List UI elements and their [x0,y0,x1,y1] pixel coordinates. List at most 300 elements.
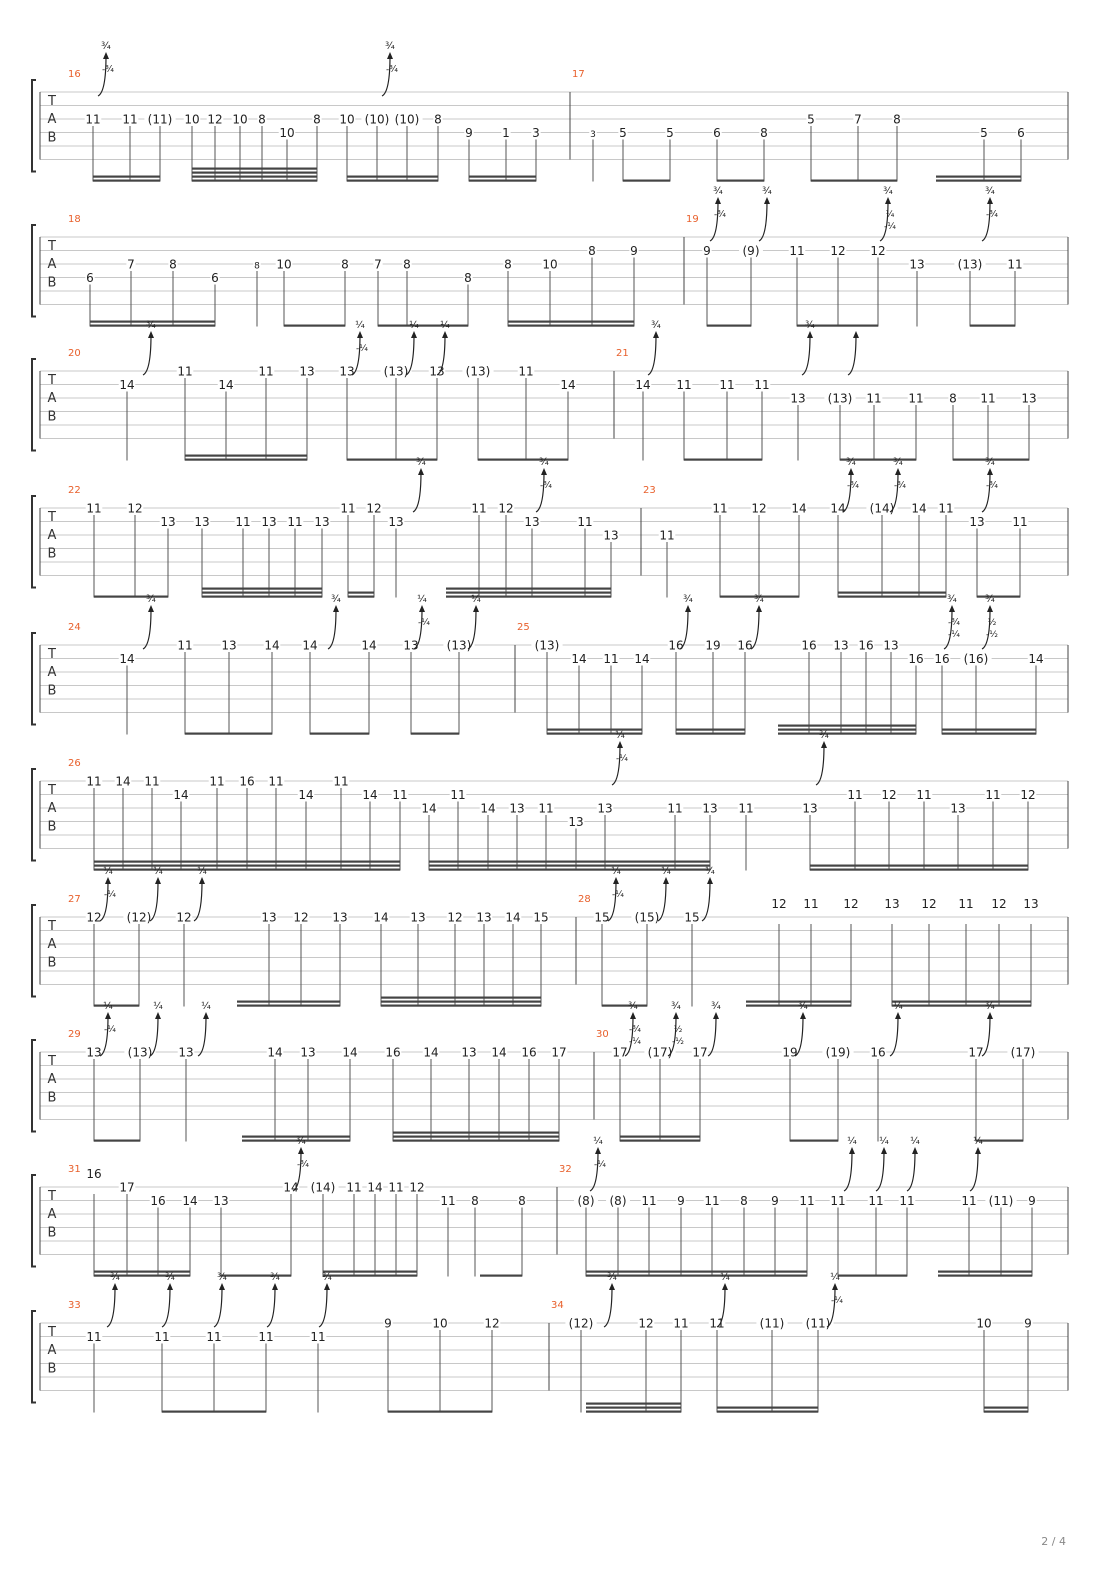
beam [478,459,568,461]
bend-label: ¾ [651,320,661,331]
fret-number: 12 [484,1316,500,1331]
measure-number: 26 [68,758,81,769]
fret-number: 16 [934,652,950,666]
beam [192,180,317,182]
bend-arrow [982,609,990,649]
bend-arrowhead [473,605,479,612]
fret-number: (12) [126,910,152,925]
fret-number: 13 [410,910,426,925]
bend-arrowhead [881,1147,887,1154]
bend-arrowhead [298,1147,304,1154]
fret-number: 11 [340,501,356,516]
clef-letter: A [47,801,57,817]
fret-number: 1 [502,126,510,140]
beam [192,172,317,174]
bend-arrowhead [895,468,901,475]
bend-arrowhead [673,1012,679,1019]
release-label: -¾ [102,65,114,75]
bend-arrow [844,1151,852,1191]
fret-number: 13 [1023,897,1039,911]
fret-number: 13 [597,801,613,816]
fret-number: 8 [740,1194,748,1208]
fret-number: 13 [969,515,985,529]
bend-label: ¾ [628,1001,638,1012]
fret-number: 13 [194,515,210,529]
fret-number: 12 [127,501,143,516]
bend-label: ¾ [754,594,764,605]
measure-number: 31 [68,1164,81,1175]
fret-number: 16 [858,638,874,653]
fret-number: (12) [568,1316,594,1331]
fret-number: 3 [590,130,596,140]
fret-number: (11) [988,1194,1014,1208]
bend-label: ¾ [846,457,856,468]
bend-label: ¼ [615,730,625,741]
fret-number: 11 [209,774,225,789]
fret-number: 11 [980,391,996,406]
fret-number: 13 [702,801,718,816]
fret-number: 13 [802,801,818,816]
fret-number: 13 [388,515,404,529]
measure-number: 19 [686,214,699,225]
beam [94,1005,139,1007]
bend-label: ¾ [110,1272,120,1283]
beam [790,1140,838,1142]
clef-letter: A [47,1207,57,1223]
fret-number: 9 [703,244,711,258]
fret-number: 13 [884,897,900,911]
beam [984,1407,1028,1409]
beam [192,168,317,170]
bend-arrowhead [987,605,993,612]
fret-number: 14 [173,788,189,802]
fret-number: 8 [588,244,596,258]
fret-number: 5 [807,112,815,127]
bend-label: ¼ [440,320,450,331]
fret-number: 5 [980,126,988,140]
fret-number: 6 [86,271,94,285]
fret-number: 13 [476,910,492,925]
fret-number: 11 [803,897,819,911]
fret-number: 12 [830,244,846,258]
beam [221,1275,291,1277]
fret-number: 11 [258,1330,274,1344]
bend-label: ¾ [416,457,426,468]
bend-arrow [536,472,544,512]
bend-arrowhead [653,331,659,338]
fret-number: 17 [612,1045,628,1060]
beam [938,1275,1032,1277]
fret-number: (13) [465,364,491,379]
measure-number: 17 [572,69,585,80]
bend-arrowhead [155,1012,161,1019]
beam [94,1275,190,1277]
beam [192,176,317,178]
fret-number: 11 [388,1180,404,1195]
fret-number: 13 [790,391,806,406]
fret-number: 11 [847,788,863,802]
beam [348,592,374,594]
bend-arrowhead [663,877,669,884]
fret-number: (16) [963,652,989,666]
fret-number: 13 [461,1045,477,1060]
fret-number: 12 [409,1180,425,1195]
bend-arrow [107,1287,115,1327]
bend-arrowhead [885,197,891,204]
fret-number: 8 [254,261,260,272]
fret-number: 9 [1028,1194,1036,1208]
release-label: -¼ [104,890,116,900]
fret-number: 11 [603,652,619,666]
bend-label: ¾ [331,594,341,605]
fret-number: 5 [666,126,674,140]
bend-arrowhead [442,331,448,338]
fret-number: 12 [870,244,886,258]
fret-number: 13 [332,910,348,925]
beam [838,596,946,598]
bend-label: ¼ [103,866,113,877]
clef-letter: T [48,238,56,254]
bend-label: ¼ [879,1136,889,1147]
system-bracket [32,496,36,588]
clef-letter: A [47,665,57,681]
fret-number: 9 [771,1194,779,1208]
fret-number: 5 [619,126,627,140]
beam [717,1411,818,1413]
fret-number: (11) [759,1316,785,1331]
fret-number: 14 [560,378,576,392]
fret-number: 16 [908,652,924,666]
fret-number: 10 [976,1316,992,1331]
fret-number: 11 [235,515,251,529]
fret-number: (14) [869,501,895,516]
fret-number: 13 [221,638,237,653]
bend-arrowhead [419,605,425,612]
bend-arrowhead [975,1147,981,1154]
fret-number: 9 [677,1194,685,1208]
bend-arrowhead [541,468,547,475]
beam [778,729,916,731]
fret-number: 6 [1017,126,1025,140]
measure-number: 32 [559,1164,572,1175]
beam [942,729,1036,731]
beam [778,725,916,727]
bend-arrow [702,881,710,921]
fret-number: 12 [771,897,787,911]
clef-letter: B [47,1225,57,1241]
bend-arrowhead [387,52,393,59]
measure-number: 25 [517,622,530,633]
beam [620,1136,700,1138]
release-label: ½ [987,618,997,628]
measure-number: 22 [68,485,81,496]
bend-arrow [382,56,390,96]
bend-label: ¾ [217,1272,227,1283]
fret-number: 14 [115,774,131,789]
clef-letter: A [47,528,57,544]
fret-number: 17 [551,1045,567,1060]
bend-arrowhead [849,1147,855,1154]
bend-arrowhead [613,877,619,884]
fret-number: 13 [160,515,176,529]
fret-number: 9 [465,126,473,140]
bend-arrow [816,745,824,785]
bend-label: ¾ [270,1272,280,1283]
clef-letter: A [47,1072,57,1088]
fret-number: (13) [127,1045,153,1060]
clef-letter: A [47,391,57,407]
fret-number: 3 [532,126,540,140]
fret-number: 11 [258,364,274,379]
bend-arrow [848,335,856,375]
beam [717,180,764,182]
release-label: -¼ [104,1025,116,1035]
fret-number: 13 [299,364,315,379]
bend-label: ¼ [847,1136,857,1147]
bend-label: ¾ [985,594,995,605]
measure-number: 27 [68,894,81,905]
fret-number: (19) [825,1045,851,1060]
fret-number: 13 [1021,391,1037,406]
fret-number: 11 [789,244,805,258]
fret-number: 6 [713,126,721,140]
bend-arrowhead [715,197,721,204]
bend-label: ¾ [101,41,111,52]
fret-number: 11 [268,774,284,789]
fret-number: 16 [86,1167,102,1181]
fret-number: 11 [641,1194,657,1208]
fret-number: 13 [568,815,584,829]
clef-letter: A [47,257,57,273]
bend-label: ¾ [985,1001,995,1012]
fret-number: 11 [938,501,954,516]
beam [381,1005,541,1007]
system-bracket [32,1040,36,1132]
tab-system [32,729,1068,871]
bend-arrowhead [333,605,339,612]
fret-number: 12 [86,910,102,925]
release-label: -¾ [948,618,960,628]
bend-arrowhead [609,1283,615,1290]
bend-arrow [982,201,990,241]
fret-number: 11 [287,515,303,529]
fret-number: 11 [1012,515,1028,529]
fret-number: 13 [833,638,849,653]
release-label: -¾ [986,481,998,491]
fret-number: 14 [571,652,587,666]
beam [508,321,634,323]
bend-arrowhead [821,741,827,748]
release-label: -¼ [418,618,430,628]
bend-arrowhead [112,1283,118,1290]
fret-number: 8 [504,257,512,272]
fret-number: 11 [144,774,160,789]
fret-number: (13) [446,638,472,653]
fret-number: 14 [361,638,377,653]
bend-arrow [198,1016,206,1056]
fret-number: 12 [207,112,223,127]
bend-arrowhead [987,197,993,204]
beam [94,1271,190,1273]
fret-number: 11 [450,788,466,802]
fret-number: 8 [949,391,957,406]
beam [707,325,751,327]
fret-number: 8 [518,1194,526,1208]
fret-number: 19 [782,1045,798,1060]
beam [508,325,634,327]
fret-number: 8 [341,257,349,272]
clef-letter: B [47,409,57,425]
fret-number: (8) [577,1194,595,1208]
beam [547,733,642,735]
tab-system [32,1271,1068,1413]
clef-letter: T [48,509,56,525]
fret-number: 19 [705,638,721,653]
bend-arrowhead [630,1012,636,1019]
fret-number: 6 [211,271,219,285]
beam [838,1275,907,1277]
bend-arrowhead [595,1147,601,1154]
fret-number: 11 [673,1316,689,1331]
bend-arrow [648,335,656,375]
clef-letter: T [48,93,56,109]
bend-arrowhead [895,1012,901,1019]
beam [347,180,438,182]
bend-arrowhead [685,605,691,612]
fret-number: 15 [684,910,700,925]
bend-label: ¼ [153,866,163,877]
fret-number: 11 [122,112,138,127]
beam [94,596,168,598]
fret-number: 14 [367,1180,383,1195]
fret-number: (8) [609,1194,627,1208]
bend-arrow [890,1016,898,1056]
fret-number: 10 [279,126,295,140]
fret-number: 13 [509,801,525,816]
beam [623,180,670,182]
beam [93,180,160,182]
fret-number: 10 [232,112,248,127]
beam [717,1407,818,1409]
fret-number: 8 [169,257,177,272]
release-label: -¾ [629,1025,641,1035]
fret-number: 8 [258,112,266,127]
beam [469,176,536,178]
fret-number: 14 [830,501,846,516]
beam [811,180,897,182]
bend-arrowhead [167,1283,173,1290]
fret-number: 11 [908,391,924,406]
release-label: -¼ [831,1296,843,1306]
bend-label: ¾ [985,186,995,197]
bend-label: ¾ [165,1272,175,1283]
system-bracket [32,225,36,317]
bend-arrowhead [912,1147,918,1154]
fret-number: 16 [385,1045,401,1060]
fret-number: 11 [333,774,349,789]
measure-number: 33 [68,1300,81,1311]
fret-number: 11 [676,378,692,392]
fret-number: 7 [374,257,382,272]
fret-number: 8 [403,257,411,272]
bend-arrowhead [764,197,770,204]
fret-number: 9 [630,244,638,258]
fret-number: 11 [667,801,683,816]
beam [94,861,400,863]
fret-number: 14 [911,501,927,516]
beam [936,176,1021,178]
fret-number: 12 [843,897,859,911]
fret-number: 11 [538,801,554,816]
beam [984,1411,1028,1413]
bend-arrowhead [148,605,154,612]
fret-number: 14 [342,1045,358,1060]
clef-letter: T [48,918,56,934]
clef-letter: B [47,955,57,971]
release-label: -¾ [714,210,726,220]
release-label: -½ [986,630,998,640]
fret-number: 12 [447,910,463,925]
fret-number: 8 [760,126,768,140]
bend-arrowhead [105,1012,111,1019]
beam [393,1132,559,1134]
beam [838,592,946,594]
fret-number: 9 [384,1316,392,1331]
fret-number: 11 [440,1194,456,1208]
bend-label: ¾ [893,457,903,468]
fret-number: 13 [261,910,277,925]
beam [586,1411,681,1413]
system-bracket [32,633,36,725]
fret-number: 16 [239,774,255,789]
beam [162,1411,266,1413]
clef-letter: T [48,372,56,388]
fret-number: 17 [968,1045,984,1060]
beam [684,459,762,461]
measure-number: 29 [68,1029,81,1040]
fret-number: 12 [921,897,937,911]
release-label: -¼ [629,1037,641,1047]
bend-arrow [319,1287,327,1327]
bend-arrowhead [418,468,424,475]
fret-number: 10 [339,112,355,127]
bend-arrowhead [219,1283,225,1290]
bend-arrowhead [148,331,154,338]
bend-arrowhead [800,1012,806,1019]
fret-number: 13 [300,1045,316,1060]
beam [892,1001,1031,1003]
fret-number: 11 [899,1194,915,1208]
beam [977,596,1020,598]
fret-number: 13 [178,1045,194,1060]
tab-system [32,1000,1068,1142]
release-label: -¾ [386,65,398,75]
release-label: -¼ [356,344,368,354]
bend-arrowhead [203,1012,209,1019]
bend-label: ¼ [830,1272,840,1283]
release-label: -¼ [616,754,628,764]
clef-letter: T [48,1053,56,1069]
beam [942,733,1036,735]
beam [381,1001,541,1003]
beam [547,729,642,731]
bend-arrowhead [848,468,854,475]
fret-number: 16 [870,1045,886,1060]
bend-arrow [143,609,151,649]
fret-number: 8 [893,112,901,127]
fret-number: 15 [533,910,549,925]
bend-arrow [143,335,151,375]
